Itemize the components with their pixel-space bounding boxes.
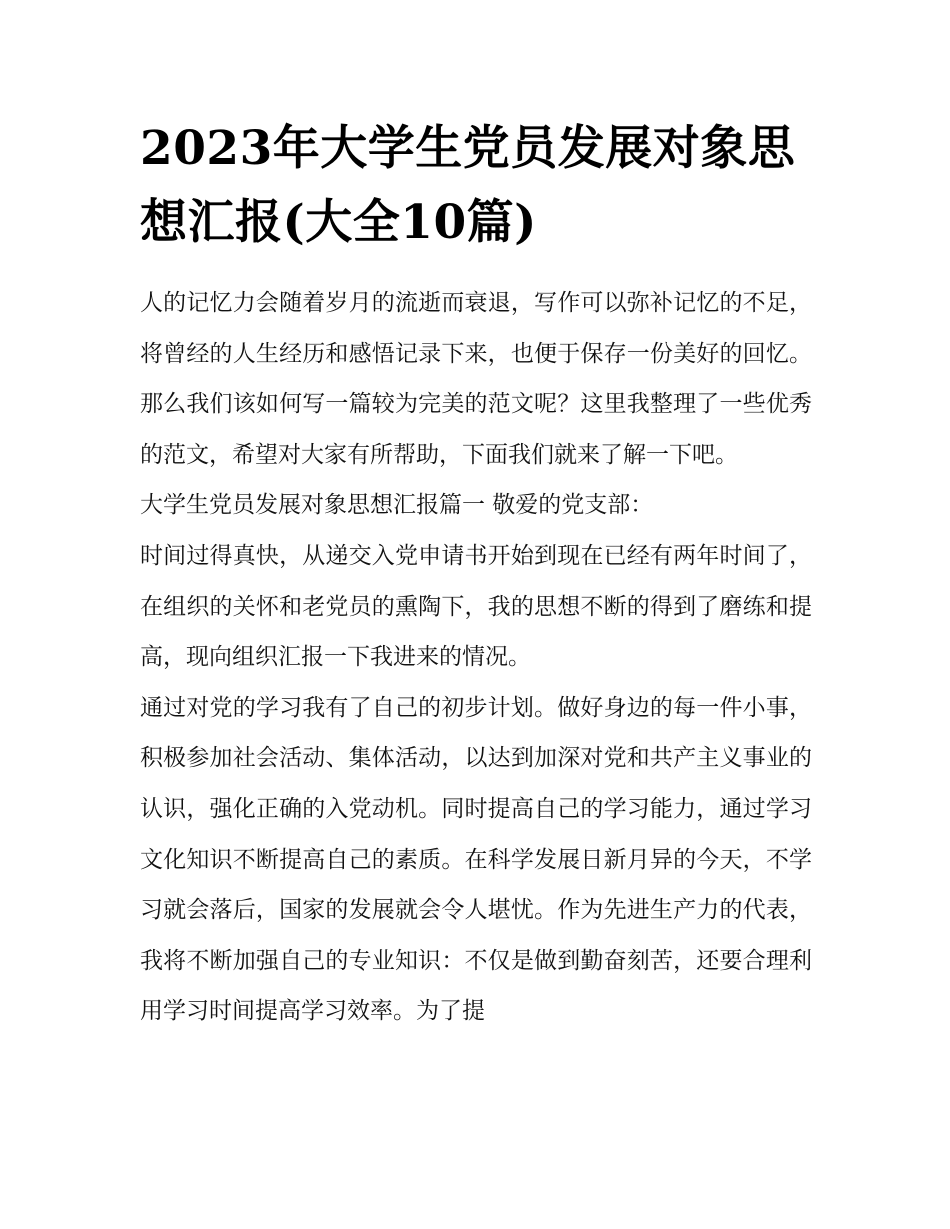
intro-paragraph: 人的记忆力会随着岁月的流逝而衰退，写作可以弥补记忆的不足，将曾经的人生经历和感悟记录下来，也便于保存一份美好的回忆。那么我们该如何写一篇较为完美的范文呢？这里我整理了一些优秀的范文，希望对大家有所帮助，下面我们就来了解一下吧。 [140, 290, 812, 468]
body-paragraph: 时间过得真快，从递交入党申请书开始到现在已经有两年时间了，在组织的关怀和老党员的熏陶下，我的思想不断的得到了磨练和提高，现向组织汇报一下我进来的情况。 [140, 542, 812, 671]
section-heading-paragraph: 大学生党员发展对象思想汇报篇一 敬爱的党支部： [140, 492, 654, 519]
document-page [140, 112, 812, 1037]
body-paragraph: 通过对党的学习我有了自己的初步计划。做好身边的每一件小事，积极参加社会活动、集体活动，以达到加深对党和共产主义事业的认识，强化正确的入党动机。同时提高自己的学习能力，通过学习文化知识不断提高自己的素质。在科学发展日新月异的今天，不学习就会落后，国家的发展就会令人堪忧。作为先进生产力的代表，我将不断加强自己的专业知识：不仅是做到勤奋刻苦，还要合理利用学习时间提高学习效率。为了提 [140, 694, 812, 1025]
document-title: 2023年大学生党员发展对象思想汇报(大全10篇) [140, 121, 796, 250]
